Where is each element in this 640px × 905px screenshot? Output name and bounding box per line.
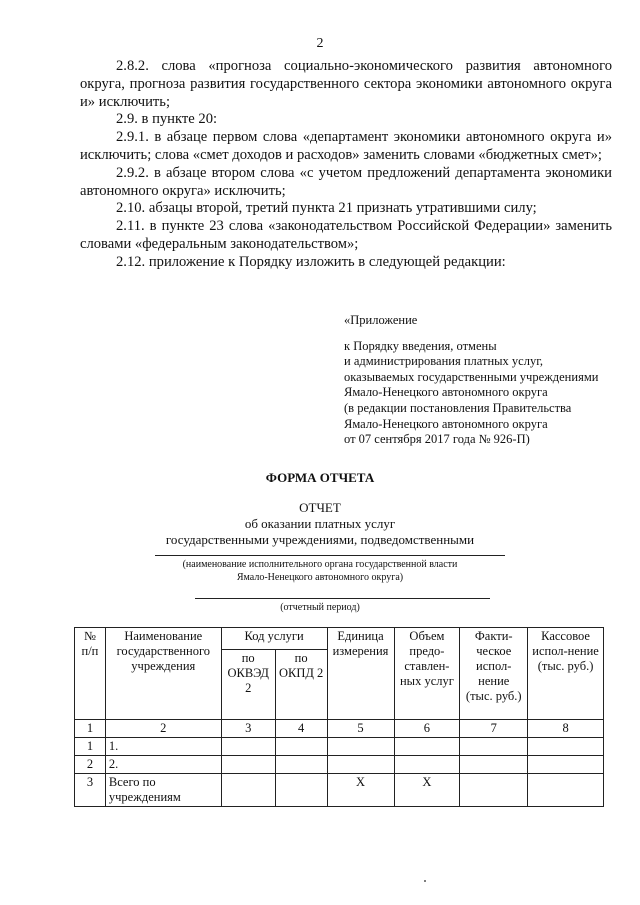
scan-speck [424,880,426,882]
appendix-line: и администрирования платных услуг, [344,354,544,369]
column-number: 6 [394,720,460,738]
table-cell [394,738,460,756]
table-cell [221,738,275,756]
appendix-line: оказываемых государственными учреждениями [344,369,599,384]
table-cell [460,738,528,756]
header-okved: по ОКВЭД 2 [221,650,275,720]
table-cell [221,756,275,774]
appendix-line: к Порядку введения, отмены [344,338,497,353]
table-cell: 2. [105,756,221,774]
table-cell [528,738,604,756]
caption-line: (наименование исполнительного органа государственной власти [182,559,458,570]
appendix-heading: «Приложение [344,313,418,327]
table-cell: 3 [75,774,106,807]
period-line [195,598,490,599]
table-cell [460,756,528,774]
table-cell [327,756,394,774]
page-number: 2 [316,36,324,51]
table-cell [327,738,394,756]
table-row-total [75,774,604,807]
column-number: 8 [528,720,604,738]
table-cell: X [327,774,394,807]
table-cell: 1. [105,738,221,756]
appendix-block [344,313,634,448]
table-cell: 1 [75,738,106,756]
paragraph-2-9-1: 2.9.1. в абзаце первом слова «департамент экономики автономного округа и» исключить; слова «смет доходов и расходов» заменить словами «бюджетных смет»; [80,129,612,163]
header-cash: Кассовое испол-нение (тыс. руб.) [528,628,604,720]
column-number: 4 [275,720,327,738]
header-actual: Факти-ческое испол-нение (тыс. руб.) [460,628,528,720]
table-cell [275,774,327,807]
table-cell [460,774,528,807]
paragraph-2-8-2: 2.8.2. слова «прогноза социально-экономического развития автономного округа, прогноза развития государственного сектора экономики автономного округа и» исключить; [80,58,612,110]
authority-caption [0,559,640,584]
table-row [75,756,604,774]
table-cell [221,774,275,807]
report-subtitle: государственными учреждениями, подведомственными [165,532,475,547]
appendix-line: (в редакции постановления Правительства [344,400,572,415]
appendix-line: от 07 сентября 2017 года № 926-П) [344,432,530,447]
column-number: 3 [221,720,275,738]
header-code: Код услуги [221,628,327,650]
report-subtitle: об оказании платных услуг [244,516,396,531]
table-cell [528,774,604,807]
report-table [74,627,604,807]
table-cell [528,756,604,774]
header-volume: Объем предо-ставлен-ных услуг [394,628,460,720]
appendix-line: Ямало-Ненецкого автономного округа [344,416,548,431]
column-number: 5 [327,720,394,738]
table-cell [275,756,327,774]
report-title: ОТЧЕТ [299,500,341,515]
paragraph-2-9-2: 2.9.2. в абзаце втором слова «с учетом предложений департамента экономики автономного округа» исключить; [80,164,612,199]
table-cell: Всего по учреждениям [105,774,221,807]
column-number: 1 [75,720,106,738]
header-unit: Единица измерения [327,628,394,720]
table-cell [394,756,460,774]
paragraph-2-10: 2.10. абзацы второй, третий пункта 21 признать утратившими силу; [116,200,537,217]
form-title: ФОРМА ОТЧЕТА [265,470,375,485]
period-caption: (отчетный период) [280,602,360,613]
table-cell [275,738,327,756]
header-num: № п/п [75,628,106,720]
report-heading [0,500,640,548]
fill-in-line [155,555,505,556]
column-number: 2 [105,720,221,738]
table-cell: X [394,774,460,807]
column-number-row [75,720,604,738]
table-cell: 2 [75,756,106,774]
header-name: Наименование государственного учреждения [105,628,221,720]
paragraph-2-12: 2.12. приложение к Порядку изложить в следующей редакции: [116,253,506,270]
header-okpd: по ОКПД 2 [275,650,327,720]
amendments-text [80,58,612,272]
table-row [75,738,604,756]
appendix-line: Ямало-Ненецкого автономного округа [344,385,548,400]
paragraph-2-11: 2.11. в пункте 23 слова «законодательством Российской Федерации» заменить словами «федеральным законодательством»; [80,218,612,252]
column-number: 7 [460,720,528,738]
paragraph-2-9: 2.9. в пункте 20: [116,111,218,128]
caption-line: Ямало-Ненецкого автономного округа) [236,571,404,583]
